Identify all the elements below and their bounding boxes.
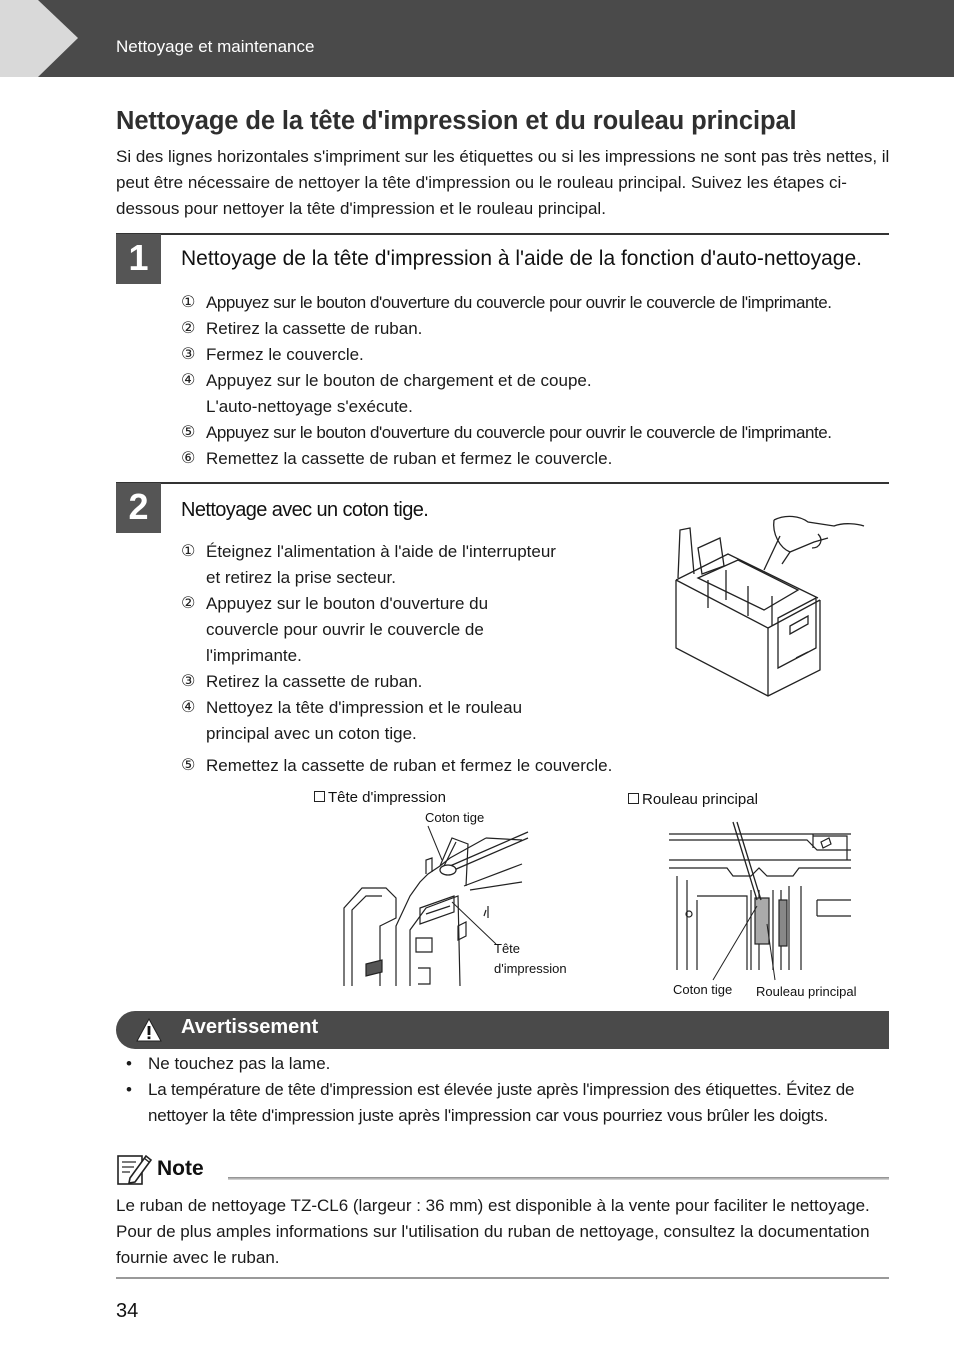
warning-list: [126, 1051, 896, 1129]
figure-label-head: Tête d'impression: [314, 789, 446, 806]
warning-title: Avertissement: [181, 1016, 319, 1038]
step-2-list-last: [181, 753, 896, 779]
step-1-rule: [116, 233, 889, 235]
page-number: 34: [116, 1300, 139, 1322]
printer-illustration: [668, 508, 868, 698]
step-2-title: Nettoyage avec un coton tige.: [181, 499, 429, 521]
list-item: ⑤ Remettez la cassette de ruban et fermez le couvercle.: [181, 756, 613, 775]
step-2-rule: [116, 482, 889, 484]
figure-label-roller: Rouleau principal: [628, 791, 758, 808]
roller-illustration: [667, 820, 852, 970]
step-1-list: [181, 290, 896, 472]
list-item: ③ Fermez le couvercle.: [181, 345, 364, 364]
page-title: Nettoyage de la tête d'impression et du rouleau principal: [116, 107, 797, 135]
list-item: ⑥ Remettez la cassette de ruban et fermez le couvercle.: [181, 449, 613, 468]
callout-tete-1: Tête: [494, 941, 521, 956]
footer-rule: [116, 1277, 889, 1279]
header-tab-shape: [0, 0, 78, 77]
note-title: Note: [157, 1157, 204, 1180]
note-text: Le ruban de nettoyage TZ-CL6 (largeur : 36 mm) est disponible à la vente pour faciliter le nettoyage. Pour de plus amples informations sur l'utilisation du ruban de nettoyage, consultez la documentation fournie avec le ruban.: [116, 1196, 870, 1267]
intro-paragraph: Si des lignes horizontales s'impriment sur les étiquettes ou si les impressions ne sont pas très nettes, il peut être nécessaire de nettoyer la tête d'impression ou le rouleau principal. Suivez les étapes ci-dessous pour nettoyer la tête d'impression et le rouleau principal.: [116, 147, 890, 218]
list-item: • La température de tête d'impression est élevée juste après l'impression des étiquettes. Évitez de nettoyer la tête d'impression juste après l'impression car vous pourriez vous brûler les doigts.: [126, 1080, 855, 1125]
list-item: ⑤ Appuyez sur le bouton d'ouverture du couvercle pour ouvrir le couvercle de l'imprimante.: [181, 423, 832, 442]
warning-triangle-icon: [136, 1018, 162, 1042]
callout-coton-tige-head: Coton tige: [425, 810, 485, 825]
callout-rouleau-principal: Rouleau principal: [756, 984, 857, 999]
callout-tete-2: d'impression: [494, 961, 567, 976]
list-item: ④ Nettoyez la tête d'impression et le rouleau principal avec un coton tige.: [181, 698, 523, 743]
list-item: ③ Retirez la cassette de ruban.: [181, 672, 423, 691]
list-item: • Ne touchez pas la lame.: [126, 1054, 331, 1073]
list-item: ② Appuyez sur le bouton d'ouverture du couvercle pour ouvrir le couvercle de l'imprimante.: [181, 594, 489, 665]
step-1-title: Nettoyage de la tête d'impression à l'aide de la fonction d'auto-nettoyage.: [181, 247, 862, 270]
step-2-list: [181, 539, 556, 747]
list-item: ① Éteignez l'alimentation à l'aide de l'interrupteur et retirez la prise secteur.: [181, 542, 556, 587]
list-item: ④ Appuyez sur le bouton de chargement et de coupe. L'auto-nettoyage s'exécute.: [181, 371, 592, 416]
header-section-title: Nettoyage et maintenance: [116, 37, 315, 56]
list-item: ② Retirez la cassette de ruban.: [181, 319, 423, 338]
step-1-badge: 1: [116, 234, 161, 284]
step-2-badge: 2: [116, 483, 161, 533]
note-pencil-icon: [116, 1152, 152, 1186]
list-item: ① Appuyez sur le bouton d'ouverture du couvercle pour ouvrir le couvercle de l'imprimante.: [181, 293, 832, 312]
note-rule: [228, 1177, 889, 1180]
callout-coton-tige-roller: Coton tige: [673, 982, 733, 997]
